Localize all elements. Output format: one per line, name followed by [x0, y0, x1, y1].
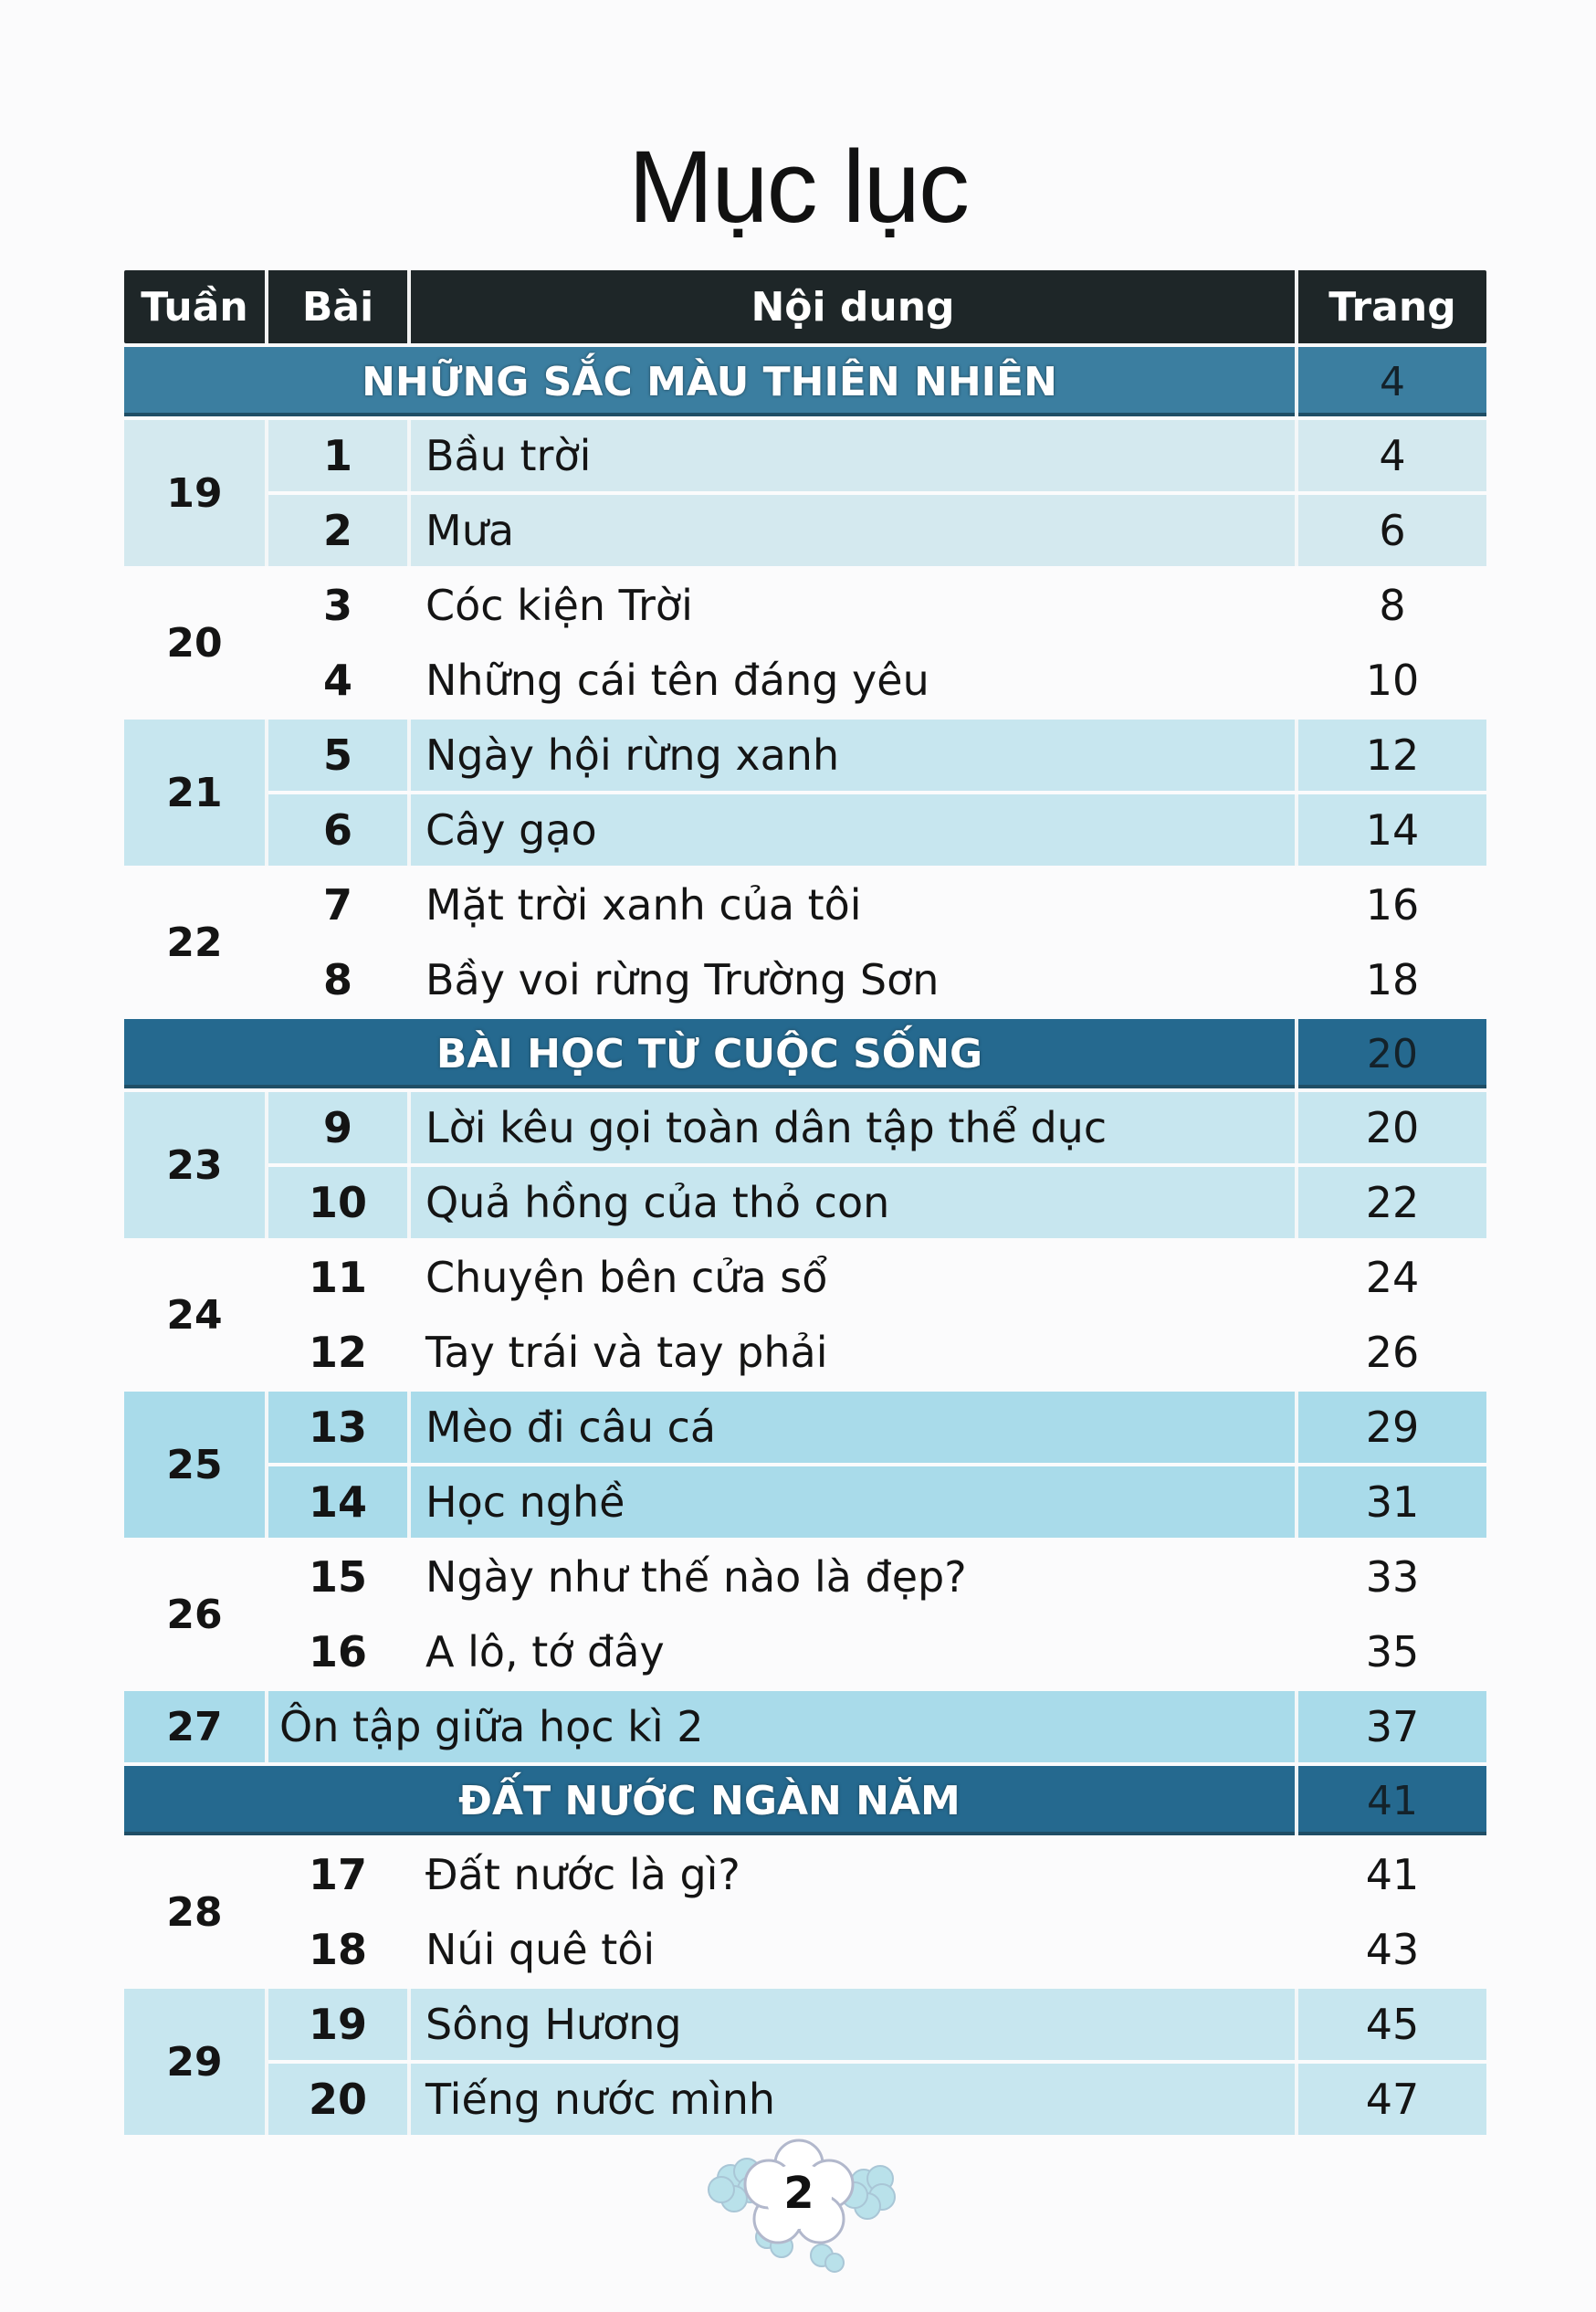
section-page: 20 — [1367, 1030, 1418, 1077]
header-page: Trang — [1328, 283, 1456, 331]
week-group — [124, 1541, 1486, 1687]
week-group — [124, 720, 1486, 866]
lesson-page: 35 — [1365, 1627, 1420, 1676]
lesson-number: 4 — [322, 656, 352, 705]
lesson-page: 22 — [1298, 1167, 1486, 1238]
lesson-number: 10 — [268, 1167, 411, 1238]
week-group — [124, 1989, 1486, 2135]
lesson-number: 12 — [308, 1328, 367, 1377]
lesson-title: Chuyện bên cửa sổ — [425, 1253, 828, 1302]
lesson-row — [268, 869, 1486, 941]
lesson-page: 16 — [1365, 880, 1420, 930]
lesson-row — [268, 1317, 1486, 1388]
lesson-page: 8 — [1379, 581, 1406, 630]
section-page: 4 — [1380, 358, 1405, 405]
lesson-title: Học nghề — [411, 1466, 1298, 1538]
lesson-row — [268, 1989, 1486, 2060]
lesson-number: 2 — [268, 495, 411, 566]
lesson-row — [268, 1392, 1486, 1463]
week-group — [124, 1392, 1486, 1538]
lesson-title: Bầy voi rừng Trường Sơn — [425, 955, 940, 1004]
lesson-page: 31 — [1298, 1466, 1486, 1538]
table-of-contents — [124, 270, 1486, 2135]
section-banner — [124, 347, 1486, 416]
section-title: NHỮNG SẮC MÀU THIÊN NHIÊN — [124, 347, 1298, 416]
lesson-number: 1 — [268, 420, 411, 491]
lesson-row — [268, 495, 1486, 566]
lesson-row — [268, 794, 1486, 866]
lesson-title: Ngày hội rừng xanh — [411, 720, 1298, 791]
lesson-title: Mưa — [411, 495, 1298, 566]
review-title: Ôn tập giữa học kì 2 — [268, 1691, 1298, 1762]
lesson-row — [268, 1242, 1486, 1313]
lesson-page: 6 — [1298, 495, 1486, 566]
lesson-title: Đất nước là gì? — [425, 1850, 740, 1899]
lesson-page: 45 — [1298, 1989, 1486, 2060]
lesson-number: 16 — [308, 1627, 367, 1676]
lesson-page: 47 — [1298, 2064, 1486, 2135]
lesson-number: 8 — [322, 955, 352, 1004]
lesson-number: 19 — [268, 1989, 411, 2060]
lesson-number: 15 — [308, 1552, 367, 1602]
lesson-page: 20 — [1298, 1092, 1486, 1163]
lesson-number: 20 — [268, 2064, 411, 2135]
week-number: 27 — [124, 1691, 268, 1762]
lesson-page: 4 — [1298, 420, 1486, 491]
lesson-title: Tiếng nước mình — [411, 2064, 1298, 2135]
lesson-number: 13 — [268, 1392, 411, 1463]
lesson-title: Cây gạo — [411, 794, 1298, 866]
lesson-row — [268, 1616, 1486, 1687]
review-page: 37 — [1298, 1691, 1486, 1762]
week-group — [124, 1092, 1486, 1238]
lesson-title: Cóc kiện Trời — [425, 581, 693, 630]
week-number: 22 — [166, 919, 223, 966]
lesson-title: Tay trái và tay phải — [425, 1328, 828, 1377]
week-group — [124, 869, 1486, 1015]
lesson-title: A lô, tớ đây — [425, 1627, 665, 1676]
lesson-row — [268, 720, 1486, 791]
lesson-page: 43 — [1365, 1925, 1420, 1974]
lesson-row — [268, 570, 1486, 641]
section-title: ĐẤT NƯỚC NGÀN NĂM — [124, 1766, 1298, 1835]
week-number: 29 — [124, 1989, 268, 2135]
section-banner — [124, 1019, 1486, 1088]
lesson-page: 33 — [1365, 1552, 1420, 1602]
lesson-row — [268, 1167, 1486, 1238]
lesson-page: 29 — [1298, 1392, 1486, 1463]
lesson-row — [268, 1691, 1486, 1762]
lesson-page: 24 — [1365, 1253, 1420, 1302]
week-number: 23 — [124, 1092, 268, 1238]
lesson-row — [268, 1466, 1486, 1538]
page-title: Mục lục — [628, 130, 968, 244]
lesson-number: 14 — [268, 1466, 411, 1538]
lesson-page: 18 — [1365, 955, 1420, 1004]
lesson-title: Những cái tên đáng yêu — [425, 656, 929, 705]
lesson-number: 9 — [268, 1092, 411, 1163]
lesson-row — [268, 1541, 1486, 1613]
lesson-number: 6 — [268, 794, 411, 866]
lesson-page: 10 — [1365, 656, 1420, 705]
week-group — [124, 1242, 1486, 1388]
lesson-title: Mặt trời xanh của tôi — [425, 880, 862, 930]
lesson-title: Lời kêu gọi toàn dân tập thể dục — [411, 1092, 1298, 1163]
lesson-page: 14 — [1298, 794, 1486, 866]
week-number: 20 — [166, 619, 223, 667]
lesson-row — [268, 1914, 1486, 1985]
lesson-row — [268, 645, 1486, 716]
week-group — [124, 420, 1486, 566]
lesson-page: 12 — [1298, 720, 1486, 791]
header-content: Nội dung — [411, 270, 1298, 343]
lesson-number: 3 — [322, 581, 352, 630]
lesson-row — [268, 1092, 1486, 1163]
lesson-title: Núi quê tôi — [425, 1925, 656, 1974]
week-number: 28 — [166, 1888, 223, 1936]
lesson-row — [268, 944, 1486, 1015]
lesson-number: 17 — [308, 1850, 367, 1899]
lesson-row — [268, 420, 1486, 491]
lesson-title: Quả hồng của thỏ con — [411, 1167, 1298, 1238]
header-lesson: Bài — [268, 270, 411, 343]
lesson-page: 26 — [1365, 1328, 1420, 1377]
lesson-title: Sông Hương — [411, 1989, 1298, 2060]
week-number: 21 — [124, 720, 268, 866]
week-number: 24 — [166, 1291, 223, 1339]
lesson-title: Ngày như thế nào là đẹp? — [425, 1552, 967, 1602]
lesson-number: 5 — [268, 720, 411, 791]
section-page: 41 — [1367, 1777, 1418, 1824]
header-week: Tuần — [124, 270, 268, 343]
page-number: 2 — [783, 2168, 814, 2219]
week-number: 19 — [124, 420, 268, 566]
week-group — [124, 1839, 1486, 1985]
lesson-row — [268, 1839, 1486, 1910]
lesson-number: 18 — [308, 1925, 367, 1974]
week-number: 26 — [166, 1591, 223, 1638]
lesson-row — [268, 2064, 1486, 2135]
lesson-title: Bầu trời — [411, 420, 1298, 491]
lesson-page: 41 — [1365, 1850, 1420, 1899]
lesson-title: Mèo đi câu cá — [411, 1392, 1298, 1463]
section-banner — [124, 1766, 1486, 1835]
page-footer — [694, 2128, 904, 2274]
lesson-number: 7 — [322, 880, 352, 930]
week-group — [124, 570, 1486, 716]
review-row — [124, 1691, 1486, 1762]
section-title: BÀI HỌC TỪ CUỘC SỐNG — [124, 1019, 1298, 1088]
lesson-number: 11 — [308, 1253, 367, 1302]
table-header — [124, 270, 1486, 343]
week-number: 25 — [124, 1392, 268, 1538]
